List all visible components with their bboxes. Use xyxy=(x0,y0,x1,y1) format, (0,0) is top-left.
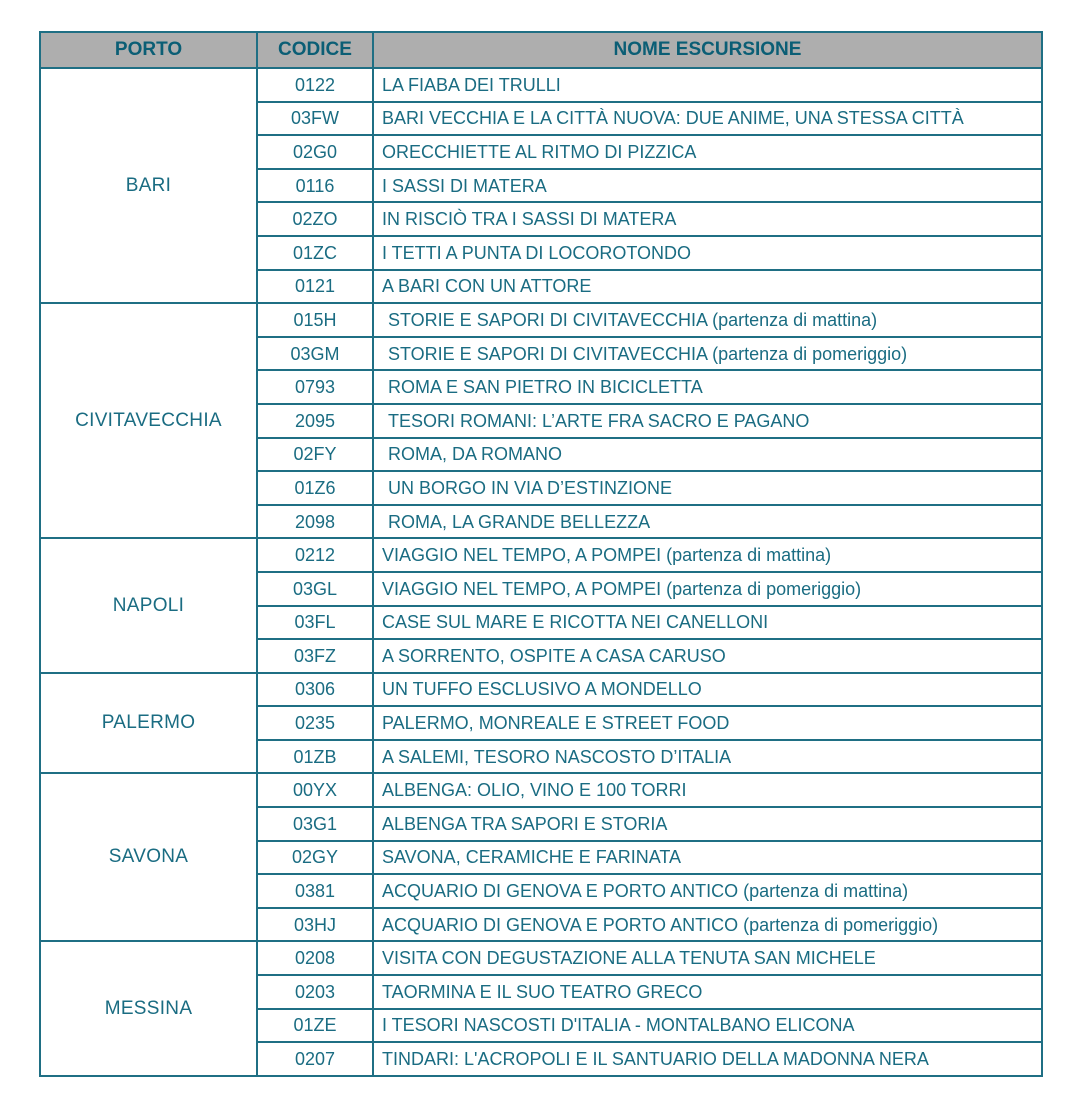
port-name: BARI xyxy=(40,68,257,303)
excursion-code: 2095 xyxy=(257,404,373,438)
table-row xyxy=(40,68,1042,102)
port-name: NAPOLI xyxy=(40,538,257,672)
excursion-code: 02FY xyxy=(257,438,373,472)
excursion-name: BARI VECCHIA E LA CITTÀ NUOVA: DUE ANIME, UNA STESSA CITTÀ xyxy=(373,102,1042,136)
excursion-code: 01Z6 xyxy=(257,471,373,505)
header-porto: PORTO xyxy=(40,32,257,68)
excursion-name: ROMA E SAN PIETRO IN BICICLETTA xyxy=(373,370,1042,404)
excursion-name: A SORRENTO, OSPITE A CASA CARUSO xyxy=(373,639,1042,673)
excursion-code: 03FW xyxy=(257,102,373,136)
excursion-name: ROMA, DA ROMANO xyxy=(373,438,1042,472)
excursion-code: 03G1 xyxy=(257,807,373,841)
excursion-code: 03FZ xyxy=(257,639,373,673)
excursion-code: 00YX xyxy=(257,773,373,807)
header-row xyxy=(40,32,1042,68)
excursion-name: VISITA CON DEGUSTAZIONE ALLA TENUTA SAN MICHELE xyxy=(373,941,1042,975)
excursion-code: 02GY xyxy=(257,841,373,875)
excursion-name: ACQUARIO DI GENOVA E PORTO ANTICO (partenza di mattina) xyxy=(373,874,1042,908)
excursion-code: 03FL xyxy=(257,606,373,640)
excursion-name: ALBENGA TRA SAPORI E STORIA xyxy=(373,807,1042,841)
excursion-name: VIAGGIO NEL TEMPO, A POMPEI (partenza di mattina) xyxy=(373,538,1042,572)
excursion-code: 0208 xyxy=(257,941,373,975)
excursion-code: 02ZO xyxy=(257,202,373,236)
table-body xyxy=(40,68,1042,1076)
excursion-name: LA FIABA DEI TRULLI xyxy=(373,68,1042,102)
excursion-code: 0306 xyxy=(257,673,373,707)
excursion-code: 0381 xyxy=(257,874,373,908)
excursion-code: 01ZC xyxy=(257,236,373,270)
excursion-code: 0235 xyxy=(257,706,373,740)
excursion-name: I SASSI DI MATERA xyxy=(373,169,1042,203)
excursion-code: 02G0 xyxy=(257,135,373,169)
excursion-code: 0212 xyxy=(257,538,373,572)
excursion-name: TAORMINA E IL SUO TEATRO GRECO xyxy=(373,975,1042,1009)
excursion-code: 2098 xyxy=(257,505,373,539)
excursion-code: 01ZB xyxy=(257,740,373,774)
excursion-code: 0116 xyxy=(257,169,373,203)
excursion-name: TINDARI: L'ACROPOLI E IL SANTUARIO DELLA MADONNA NERA xyxy=(373,1042,1042,1076)
excursion-name: ROMA, LA GRANDE BELLEZZA xyxy=(373,505,1042,539)
excursion-name: STORIE E SAPORI DI CIVITAVECCHIA (partenza di pomeriggio) xyxy=(373,337,1042,371)
table-row xyxy=(40,773,1042,807)
excursion-name: I TESORI NASCOSTI D'ITALIA - MONTALBANO ELICONA xyxy=(373,1009,1042,1043)
excursion-code: 03GL xyxy=(257,572,373,606)
port-name: PALERMO xyxy=(40,673,257,774)
table-row xyxy=(40,538,1042,572)
excursions-table xyxy=(39,31,1043,1077)
excursion-name: VIAGGIO NEL TEMPO, A POMPEI (partenza di pomeriggio) xyxy=(373,572,1042,606)
excursion-name: ACQUARIO DI GENOVA E PORTO ANTICO (partenza di pomeriggio) xyxy=(373,908,1042,942)
excursion-code: 0793 xyxy=(257,370,373,404)
excursion-name: I TETTI A PUNTA DI LOCOROTONDO xyxy=(373,236,1042,270)
excursion-code: 0121 xyxy=(257,270,373,304)
excursion-code: 0207 xyxy=(257,1042,373,1076)
excursion-name: ORECCHIETTE AL RITMO DI PIZZICA xyxy=(373,135,1042,169)
excursion-name: SAVONA, CERAMICHE E FARINATA xyxy=(373,841,1042,875)
port-name: MESSINA xyxy=(40,941,257,1075)
excursion-name: A SALEMI, TESORO NASCOSTO D’ITALIA xyxy=(373,740,1042,774)
excursion-code: 0203 xyxy=(257,975,373,1009)
excursion-code: 03GM xyxy=(257,337,373,371)
excursion-code: 0122 xyxy=(257,68,373,102)
excursion-name: PALERMO, MONREALE E STREET FOOD xyxy=(373,706,1042,740)
excursion-name: CASE SUL MARE E RICOTTA NEI CANELLONI xyxy=(373,606,1042,640)
header-nome-escursione: NOME ESCURSIONE xyxy=(373,32,1042,68)
excursion-name: STORIE E SAPORI DI CIVITAVECCHIA (partenza di mattina) xyxy=(373,303,1042,337)
table-row xyxy=(40,941,1042,975)
excursion-code: 01ZE xyxy=(257,1009,373,1043)
excursion-name: UN BORGO IN VIA D’ESTINZIONE xyxy=(373,471,1042,505)
port-name: CIVITAVECCHIA xyxy=(40,303,257,538)
excursion-name: IN RISCIÒ TRA I SASSI DI MATERA xyxy=(373,202,1042,236)
excursion-name: A BARI CON UN ATTORE xyxy=(373,270,1042,304)
table-row xyxy=(40,673,1042,707)
excursion-name: TESORI ROMANI: L’ARTE FRA SACRO E PAGANO xyxy=(373,404,1042,438)
excursion-name: ALBENGA: OLIO, VINO E 100 TORRI xyxy=(373,773,1042,807)
excursion-code: 03HJ xyxy=(257,908,373,942)
port-name: SAVONA xyxy=(40,773,257,941)
excursion-code: 015H xyxy=(257,303,373,337)
excursion-name: UN TUFFO ESCLUSIVO A MONDELLO xyxy=(373,673,1042,707)
header-codice: CODICE xyxy=(257,32,373,68)
table-row xyxy=(40,303,1042,337)
